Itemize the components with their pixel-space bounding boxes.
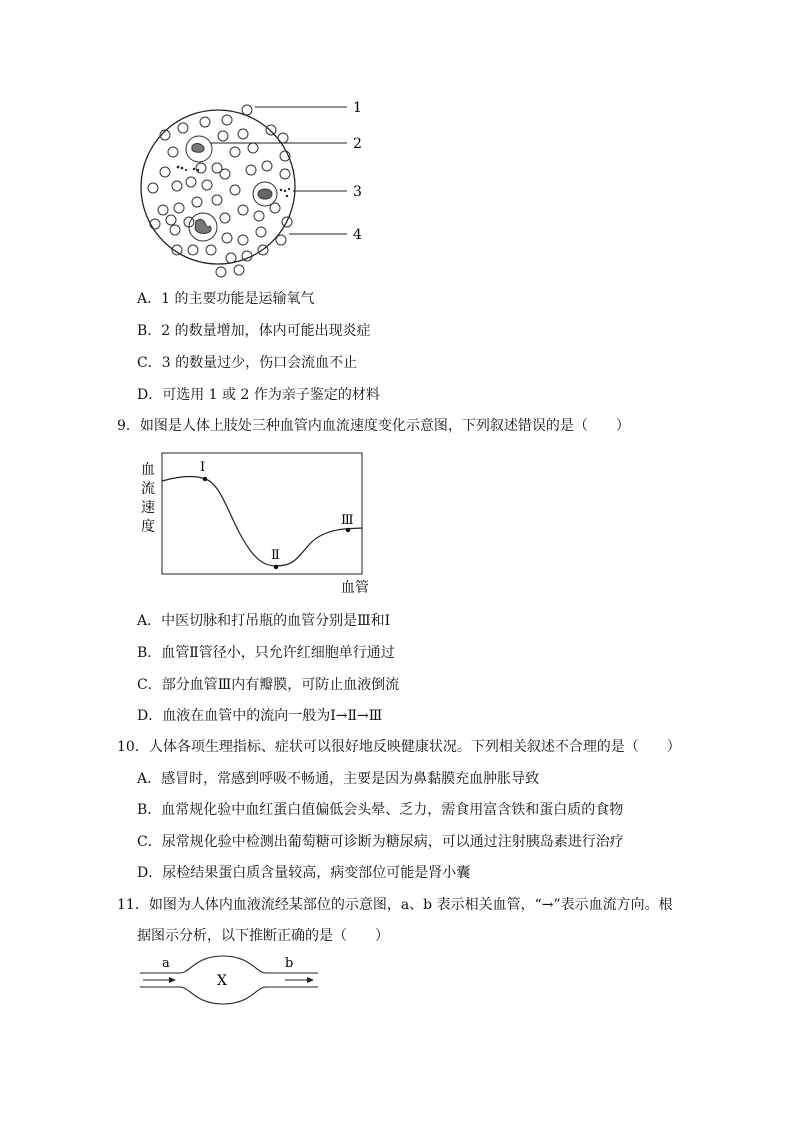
red-blood-cell (238, 235, 248, 245)
ylabel-char-3: 速 (141, 500, 155, 516)
red-blood-cell (158, 205, 168, 215)
organ-label-x: X (217, 973, 227, 989)
point-label-ii: Ⅱ (271, 548, 280, 563)
q9-stem: 9．如图是人体上肢处三种血管内血流速度变化示意图，下列叙述错误的是（ ） (117, 418, 630, 434)
red-blood-cell (166, 215, 176, 225)
point-label-i: Ⅰ (200, 460, 206, 475)
red-blood-cell (212, 163, 222, 173)
red-blood-cell (168, 147, 178, 157)
red-blood-cell (278, 133, 288, 143)
label-4: 4 (353, 227, 362, 243)
point-iii (346, 528, 350, 532)
leader-lines (210, 107, 347, 234)
q8-option-a[interactable]: A．1 的主要功能是运输氧气 (137, 291, 315, 307)
arrow-in-icon (143, 977, 176, 983)
red-blood-cell (266, 125, 276, 135)
q9-option-d[interactable]: D．血液在血管中的流向一般为Ⅰ→Ⅱ→Ⅲ (137, 708, 383, 724)
red-blood-cell (188, 245, 198, 255)
red-blood-cell (226, 253, 236, 263)
blood-smear-figure (135, 90, 375, 290)
red-blood-cell (276, 235, 286, 245)
label-1: 1 (353, 100, 362, 116)
red-blood-cell (280, 169, 290, 179)
q10-stem: 10．人体各项生理指标、症状可以很好地反映健康状况。下列相关叙述不合理的是（ ） (117, 739, 681, 755)
label-2: 2 (353, 136, 362, 152)
red-blood-cell (262, 161, 272, 171)
red-blood-cell (206, 245, 216, 255)
red-blood-cell (238, 129, 248, 139)
red-blood-cell (172, 181, 182, 191)
red-blood-cell (160, 167, 170, 177)
red-blood-cell (222, 115, 232, 125)
xlabel: 血管 (341, 580, 369, 596)
q9-option-c[interactable]: C．部分血管Ⅲ内有瓣膜，可防止血液倒流 (137, 677, 400, 693)
ylabel-char-2: 流 (141, 481, 155, 497)
q11-stem-line2: 据图示分析，以下推断正确的是（ ） (137, 928, 389, 944)
red-blood-cell (170, 225, 180, 235)
red-blood-cell (242, 105, 252, 115)
vessel-label-a: a (162, 956, 170, 971)
ylabel-char-4: 度 (141, 519, 155, 535)
red-blood-cell (178, 123, 188, 133)
red-blood-cell (150, 219, 160, 229)
red-blood-cell (174, 203, 184, 213)
red-blood-cell (212, 195, 222, 205)
q9-option-a[interactable]: A．中医切脉和打吊瓶的血管分别是Ⅲ和Ⅰ (137, 613, 391, 629)
smear-boundary (141, 110, 295, 264)
point-i (203, 477, 207, 481)
q8-option-d[interactable]: D．可选用 1 或 2 作为亲子鉴定的材料 (137, 387, 380, 403)
red-blood-cell (192, 197, 202, 207)
red-blood-cell (222, 233, 232, 243)
red-blood-cell (200, 117, 210, 127)
point-ii (274, 565, 278, 569)
q9-option-b[interactable]: B．血管Ⅱ管径小，只允许红细胞单行通过 (137, 645, 395, 661)
red-blood-cell (246, 165, 256, 175)
white-blood-cell (186, 136, 277, 241)
platelets (177, 166, 290, 198)
red-blood-cell (238, 205, 248, 215)
red-blood-cell (254, 211, 264, 221)
red-blood-cell (186, 177, 196, 187)
red-blood-cell (248, 143, 258, 153)
red-blood-cell (220, 213, 230, 223)
q11-stem-line1: 11．如图为人体内血液流经某部位的示意图，a、b 表示相关血管，“→”表示血流方向。根 (117, 897, 673, 913)
ylabel-char-1: 血 (141, 462, 155, 478)
red-blood-cell (230, 185, 240, 195)
q10-option-c[interactable]: C．尿常规化验中检测出葡萄糖可诊断为糖尿病，可以通过注射胰岛素进行治疗 (137, 834, 624, 850)
chart-frame (162, 453, 362, 574)
vessel-label-b: b (285, 956, 294, 971)
q8-option-c[interactable]: C．3 的数量过少，伤口会流血不止 (137, 355, 358, 371)
red-blood-cell (202, 180, 212, 190)
q8-option-b[interactable]: B．2 的数量增加，体内可能出现炎症 (137, 323, 371, 339)
arrow-out-icon (285, 977, 314, 983)
point-label-iii: Ⅲ (341, 513, 354, 528)
red-blood-cell (216, 267, 226, 277)
flow-curve (162, 477, 362, 566)
red-blood-cell (148, 183, 158, 193)
label-3: 3 (353, 184, 362, 200)
vessel-diagram (135, 950, 335, 1010)
red-blood-cell (242, 251, 252, 261)
q10-option-a[interactable]: A．感冒时，常感到呼吸不畅通，主要是因为鼻黏膜充血肿胀导致 (137, 771, 540, 787)
red-blood-cell (196, 163, 206, 173)
q10-option-d[interactable]: D．尿检结果蛋白质含量较高，病变部位可能是肾小囊 (137, 865, 471, 881)
q10-option-b[interactable]: B．血常规化验中血红蛋白值偏低会头晕、乏力，需食用富含铁和蛋白质的食物 (137, 802, 624, 818)
red-blood-cell (218, 131, 228, 141)
red-blood-cell (256, 227, 266, 237)
red-blood-cell (230, 147, 240, 157)
red-blood-cell (234, 265, 244, 275)
blood-flow-chart (135, 448, 385, 598)
